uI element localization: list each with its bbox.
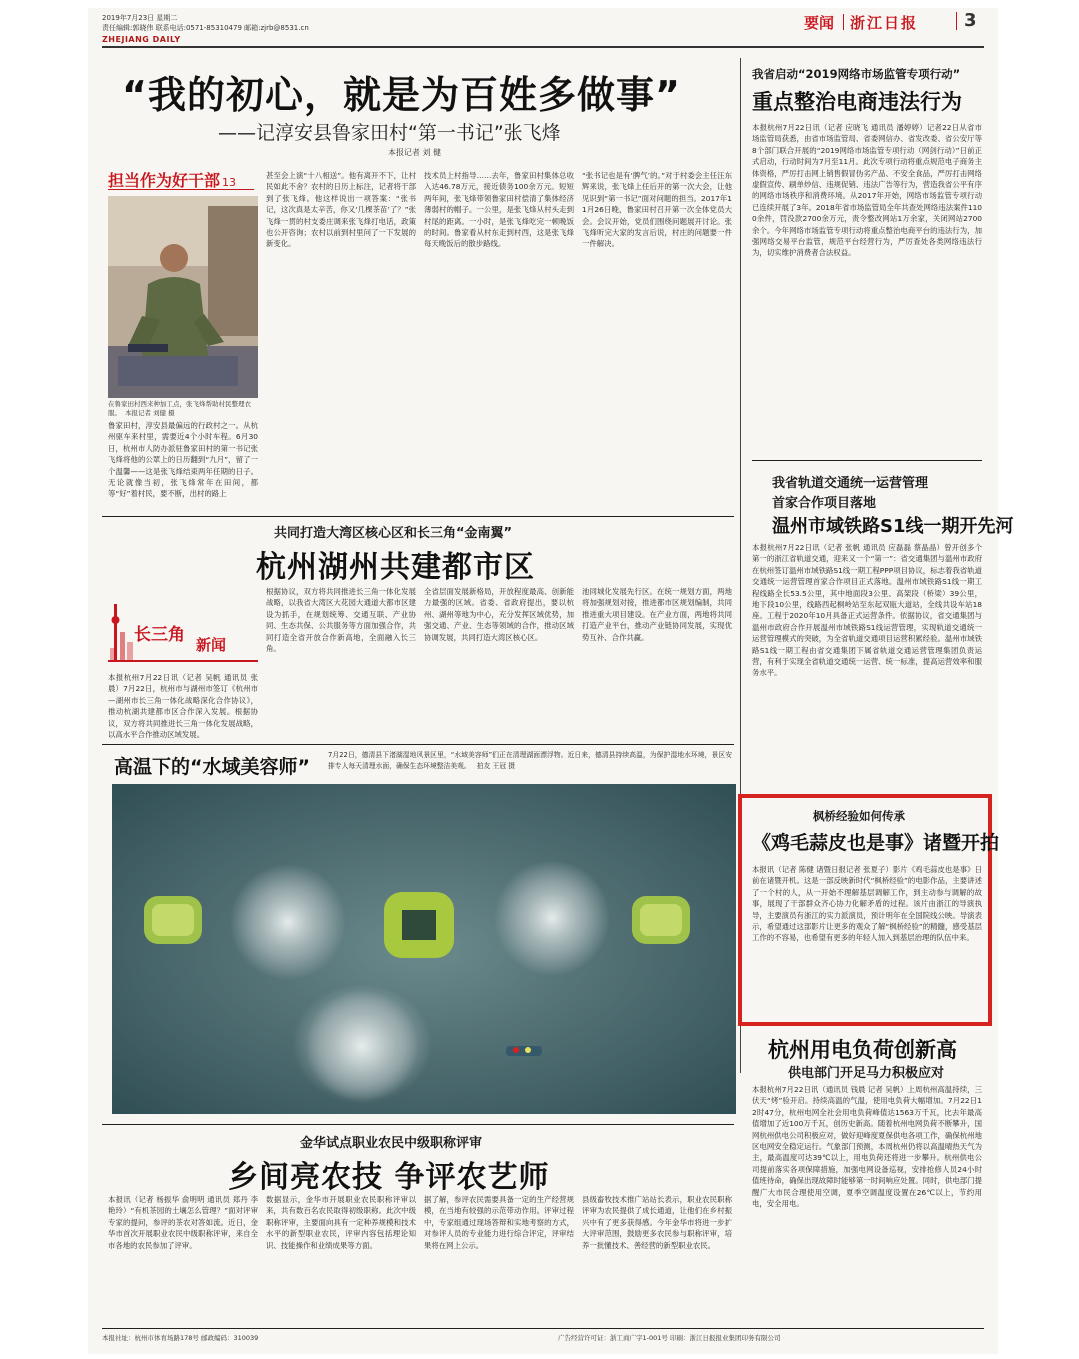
framed-kicker: 枫桥经验如何传承 (813, 809, 905, 823)
lead-byline: 本报记者 刘 健 (388, 148, 442, 157)
photo-story-caption (328, 750, 732, 784)
bottom-column-2: 据了解，参评农民需要具备一定的生产经营规模，在当地有较强的示范带动作用。评审过程中，专家组通过现场答辩和实地考察的方式，对参评人员的专业能力进行综合评定，评审结果将在网上公示。 (424, 1195, 574, 1250)
mid-kicker: 共同打造大湾区核心区和长三角“金南翼” (274, 526, 513, 541)
editor-line: 责任编辑:郭晓伟 联系电话:0571-85310479 邮箱:zjrb@8531.cn (102, 24, 309, 32)
date-line: 2019年7月23日 星期二 (102, 14, 178, 22)
tag-news: 新闻 (196, 636, 227, 654)
lead-column-2: 技术员上村指导……去年，鲁家田村集体总收入达46.78万元，接近债务100余万元。短短两年间，张飞烽带领鲁家田村偿清了集体经济薄弱村的帽子。一公里，是张飞烽从村头走到村尾的距离。一小时，是张飞烽吃完一顿晚饭的时间。鲁家看从村东走到村西，这是张飞烽每天晚饭后的散步路线。 (424, 171, 574, 249)
photo-story-headline: 高温下的“水域美容师” (114, 756, 310, 778)
framed-body: 本报讯（记者 陈健 诸暨日报记者 张夏子）影片《鸡毛蒜皮也是事》日前在诸暨开机。这是一部反映新时代“枫桥经验”的电影作品，主要讲述了一个村的人，从一开始不理解基层调解工作，到主动参与调解的故事，展现了干部群众齐心协力化解矛盾的过程。该片由浙江的导演执导，主要演员有浙江的实力派演员，预计明年在全国院线公映。导演表示，希望通过这部影片让更多的观众了解“枫桥经验”的精髓，感受基层工作的不容易，也希望有更多的年轻人加入到基层治理的队伍中来。 (752, 865, 982, 943)
mid-headline: 杭州湖州共建都市区 (256, 550, 535, 585)
rule (102, 744, 734, 745)
mid-column-3: 池同城化发展先行区。在统一规划方面，两地将加强规划对接，推进都市区规划编制，共同推进重大项目建设。在产业方面，两地将共同打造产业平台，推动产业链协同发展，实现优势互补、合作共赢。 (582, 587, 732, 642)
rail-kicker-2: 首家合作项目落地 (772, 496, 877, 511)
mid-column-1: 根据协议，双方将共同推进长三角一体化发展战略，以我省大湾区大花园大通道大都市区建设为抓手，在规划统筹、交通互联、产业协同、生态共保、公共服务等方面加强合作，共同打造全省开放合作新高地，全面融入长三角。 (266, 587, 416, 654)
rule (102, 1124, 734, 1125)
header-divider (843, 14, 844, 30)
column-tag-num: 13 (222, 176, 237, 189)
photo-caption (108, 400, 258, 417)
lead-photo (108, 196, 258, 398)
rule (102, 516, 734, 517)
lead-headline: “我的初心，就是为百姓多做事” (122, 73, 681, 117)
right-top-headline: 重点整治电商违法行为 (752, 90, 962, 114)
framed-headline: 《鸡毛蒜皮也是事》诸暨开拍 (752, 832, 1000, 854)
rail-kicker-1: 我省轨道交通统一运营管理 (772, 476, 929, 491)
photo-credit: 本报记者 刘健 摄 (125, 408, 175, 417)
mid-column-2: 全省层面发展新格局，开放程度最高、创新能力最强的区域。省委、省政府提出，要以杭州、湖州等地为中心，充分发挥区域优势，加强交通、产业、生态等领域的合作，推动区域协调发展，共同打造大湾区核心区。 (424, 587, 574, 642)
right-top-kicker: 我省启动“2019网络市场监管专项行动” (752, 67, 961, 81)
bottom-column-0: 本报讯（记者 杨振华 俞明明 通讯员 郑丹 李艳玲）“有机茶园的土壤怎么管理？”面对评审专家的提问，参评的茶农对答如流。近日，金华市首次开展职业农民中级职称评审，来自全市各地的农民参加了评审。 (108, 1195, 258, 1250)
power-subhead: 供电部门开足马力积极应对 (788, 1066, 945, 1081)
footer-right: 广告经营许可证：浙工商广字1-001号 印刷：浙江日报报业集团印务有限公司 (558, 1334, 781, 1342)
photo-story-credit: 拍友 王冠 摄 (476, 762, 516, 770)
newspaper-page (88, 8, 1014, 1354)
lead-column-1: 甚至会上演“十八相送”。他有离开不下，让村民如此不舍？农村的日历上标注，记者将干部到了张飞烽。他这样说出一项答案：“张书记，这次真是太辛苦，你又‘几棵茶苗’了？”张飞烽一贯的村支委庄调来张飞烽打电话，政策也公开咨询；农村以前到村里问了一下发展的新变化。 (266, 171, 416, 249)
lead-subhead: ——记淳安县鲁家田村“第一书记”张飞烽 (218, 122, 561, 144)
lake-photo (112, 784, 736, 1114)
rail-headline: 温州市域铁路S1线一期开先河 (772, 516, 1014, 537)
rail-body: 本报杭州7月22日讯（记者 张帆 通讯员 应磊磊 蔡晶晶）曾开创多个第一的浙江省轨道交通，迎来又一个“第一”：省交通集团与温州市政府在杭州签订温州市域铁路S1线一期工程PPP项目协议，标志着我省轨道交通统一运营管理首家合作项目正式落地。温州市域铁路S1线一期工程线路全长53.5公里，其中地面段3公里、高架段（桥梁）39公里，地下段10公里，线路西起桐岭站至东起双瓯大道站，全线共设车站18座。工程于2020年10月具备正式运营条件。依据协议，省交通集团与温州市政府合作开展温州市域铁路S1线运营管理，实现轨道交通统一运营管理模式的突破，为全省轨道交通项目运营积累经验。温州市域铁路S1线一期工程由省交通集团下属省轨道交通运营管理集团负责运营，有利于实现全省轨道交通统一运营、统一标准，提高运营效率和服务水平。 (752, 543, 982, 678)
power-body: 本报杭州7月22日讯（通讯员 钱晨 记者 吴帆）上周杭州高温持续，三伏天“烤”验开启。持续高温的气温，使用电负荷大幅增加。7月22日12时47分，杭州电网全社会用电负荷峰值达1563万千瓦，比去年最高值增加了近100万千瓦，创历史新高。随着杭州电网负荷不断攀升，国网杭州供电公司积极应对，做好迎峰度夏保供电各项工作，确保杭州地区电网安全稳定运行。气象部门预测，本周杭州仍将以高温晴热天气为主，最高温度可达39℃以上，用电负荷还将进一步攀升。杭州供电公司提前落实各项保障措施，加强电网设备巡视，安排抢修人员24小时值班待命，确保出现故障时能够第一时间响应处置。同时，供电部门提醒广大市民合理使用空调，夏季空调温度设置在26℃以上，节约用电，安全用电。 (752, 1085, 982, 1209)
section-label: 要闻 (804, 14, 835, 32)
right-top-body: 本报杭州7月22日讯（记者 应晓飞 通讯员 潘婷婷）记者22日从省市场监管局获悉，由省市场监管局、省委网信办、省发改委、省公安厅等8个部门联合开展的“2019网络市场监管专项行动（网剑行动）”日前正式启动，行动时间为7月至11月。此次专项行动将重点规范电子商务主体资格，严厉打击网上销售假冒伪劣产品、不安全食品，严厉打击网络虚假宣传、刷单炒信、违规促销、违法广告等行为，营造我省公平有序的网络市场秩序和消费环境。从2017年开始，网络市场监管专项行动已连续开展了3年。2018年省市场监管局全年共查处网络违法案件1100余件，罚没款2700余万元，责令整改网站1万余家，关闭网站2700余个。今年网络市场监管专项行动将重点整治电商平台的违法行为，加强网络交易平台监管，规范平台经营行为，严厉查处各类网络违法行为，切实维护消费者合法权益。 (752, 123, 982, 258)
bottom-column-3: 县级畜牧技术推广站站长表示，职业农民职称评审为农民提供了成长通道，让他们在乡村振兴中有了更多获得感。今年金华市将进一步扩大评审范围，鼓励更多农民参与职称评审，培养一批懂技术、善经营的新型职业农民。 (582, 1195, 732, 1250)
header-rule (102, 46, 984, 48)
mid-column-0: 本报杭州7月22日讯（记者 吴帆 通讯员 张晨）7月22日，杭州市与湖州市签订《杭州市—湖州市长三角一体化战略深化合作协议》，推动杭湖共建都市区合作深入发展。根据协议，双方将共同推进长三角一体化发展战略，以高水平合作推动区域发展。 (108, 673, 258, 740)
english-name: ZHEJIANG DAILY (102, 35, 181, 44)
footer-rule (102, 1328, 984, 1329)
power-headline: 杭州用电负荷创新高 (768, 1038, 957, 1062)
column-tag (108, 168, 254, 190)
rule (752, 460, 982, 461)
header-divider-2 (956, 12, 957, 30)
bottom-column-1: 数据显示，金华市开展职业农民职称评审以来，共有数百名农民取得初级职称。此次中级职称评审，主要面向具有一定种养规模和技术水平的新型职业农民，评审内容包括理论知识、技能操作和业绩成果等方面。 (266, 1195, 416, 1250)
column-tag-text: 担当作为好干部 (108, 171, 221, 190)
footer-left: 本报社址：杭州市体育场路178号 邮政编码：310039 (102, 1334, 259, 1342)
bottom-headline: 乡间亮农技 争评农艺师 (228, 1160, 550, 1195)
lead-column-3: “张书记也是有‘脾气’的。”对于村委会主任汪东辉来说，张飞烽上任后开的第一次大会，让他见识到“第一书记”面对问题的担当。2017年11月26日晚，鲁家田村召开第一次全体党员大会。会议开始，党员们围绕问题展开讨论。张飞烽听完大家的发言后说，村庄的问题要一件一件解决。 (582, 171, 732, 249)
page-number: 3 (964, 10, 977, 31)
photo-story-caption-text: 7月22日，德清县下渚湖湿地风景区里，“水域美容师”们正在清理湖面漂浮物。近日来，德清县持续高温，为保护湿地水环境，景区安排专人每天清理水面，确保生态环境整洁美观。 (328, 751, 732, 770)
paper-name: 浙江日报 (850, 14, 919, 32)
photo-caption-text: 在鲁家田村西来种加工点，张飞烽帮助村民整理衣服。 (108, 400, 251, 417)
bottom-kicker: 金华试点职业农民中级职称评审 (300, 1136, 483, 1151)
tag-changsanjiao: 长三角 (134, 625, 185, 645)
lead-column-0: 鲁家田村，淳安县最偏远的行政村之一。从杭州驱车来村里，需要近4个小时车程。6月30日，杭州市人防办派驻鲁家田村的第一书记张飞烽将他的公眾上的日历翻到“九月”，留了一个温馨——这是张飞烽结束两年任期的日子。无论就像当初，张飞烽常年在田间，都等“好”着村民，要不断，出村的路上 (108, 421, 258, 499)
